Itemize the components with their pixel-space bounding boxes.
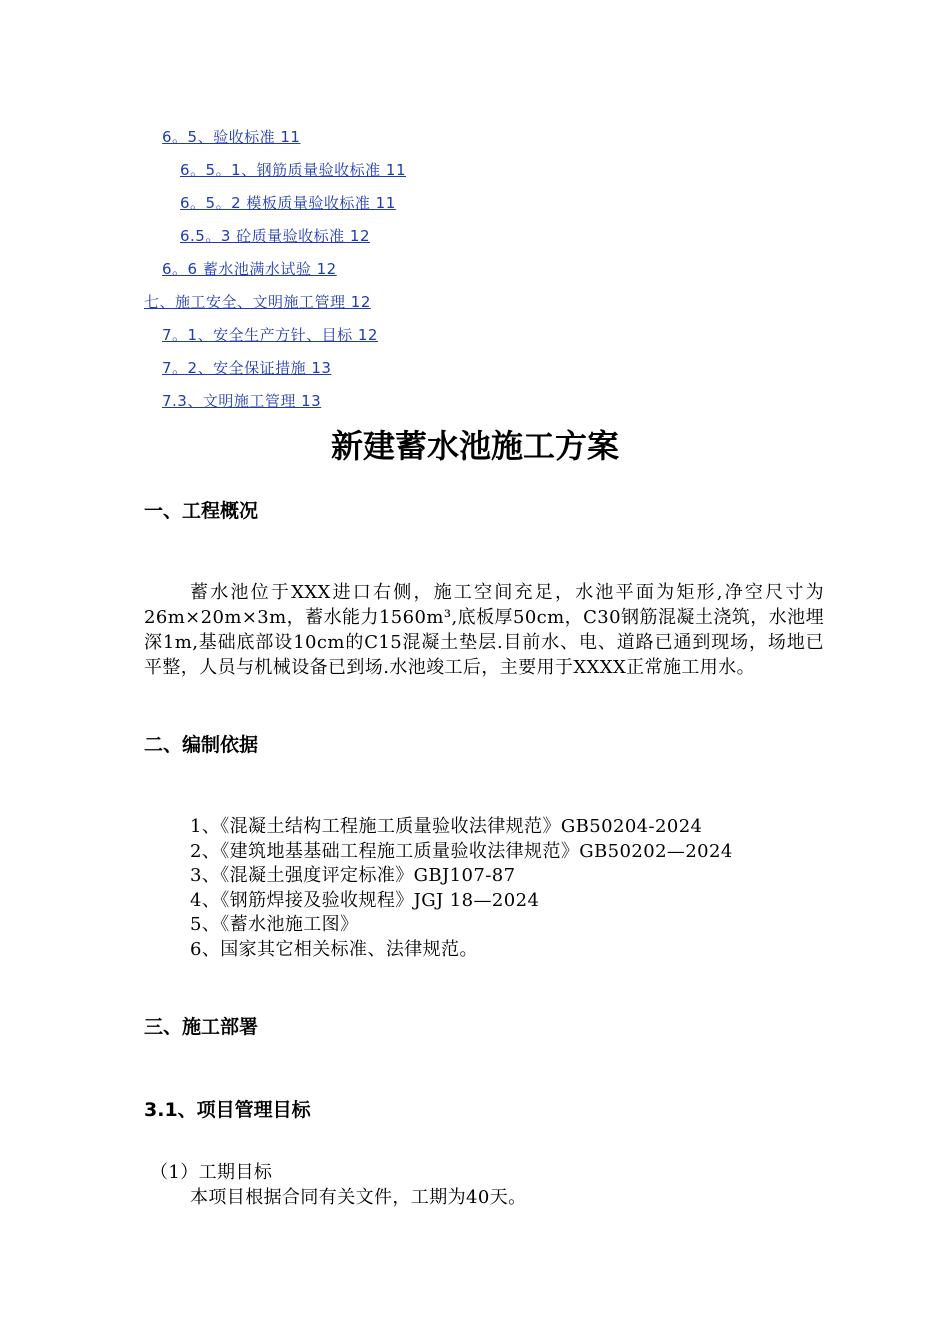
goal-item-label: （1）工期目标 [150,1162,273,1183]
toc-link-7-2[interactable]: 7。2、安全保证措施 13 [162,359,332,377]
toc-link-6-6[interactable]: 6。6 蓄水池满水试验 12 [162,260,337,278]
toc-link-6-5-1[interactable]: 6。5。1、钢筋质量验收标准 11 [180,161,406,179]
toc-link-6-5-2[interactable]: 6。5。2 模板质量验收标准 11 [180,194,396,212]
list-item: 2、《建筑地基基础工程施工质量验收法律规范》GB50202—2024 [190,840,733,862]
list-item: 1、《混凝土结构工程施工质量验收法律规范》GB50204-2024 [190,816,703,837]
document-title: 新建蓄水池施工方案 [330,427,619,465]
goal-item-text: 本项目根据合同有关文件，工期为40天。 [190,1187,527,1208]
section-heading-overview: 一、工程概况 [144,500,259,522]
toc-link-6-5-3[interactable]: 6.5。3 砼质量验收标准 12 [180,227,371,245]
toc-link-6-5[interactable]: 6。5、验收标准 11 [162,128,301,146]
subsection-heading-goals: 3.1、项目管理目标 [144,1099,311,1121]
section-heading-basis: 二、编制依据 [144,734,259,756]
basis-list [144,815,824,962]
toc-link-7-3[interactable]: 7.3、文明施工管理 13 [162,392,322,410]
list-item: 4、《钢筋焊接及验收规程》JGJ 18—2024 [190,889,540,911]
list-item: 3、《混凝土强度评定标准》GBJ107-87 [190,865,516,886]
overview-paragraph: 蓄水池位于XXX进口右侧，施工空间充足，水池平面为矩形,净空尺寸为26m×20m×3m，蓄水能力1560m³,底板厚50cm，C30钢筋混凝土浇筑，水池埋深1m,基础底部设10cm的C15混凝土垫层.目前水、电、道路已通到现场，场地已平整，人员与机械设备已到场.水池竣工后，主要用于XXXX正常施工用水。 [144,582,824,678]
section-heading-deployment: 三、施工部署 [144,1016,259,1038]
list-item: 5、《蓄水池施工图》 [190,914,359,935]
toc-link-7-1[interactable]: 7。1、安全生产方针、目标 12 [162,326,378,344]
list-item: 6、国家其它相关标准、法律规范。 [190,938,478,960]
toc-link-7[interactable]: 七、施工安全、文明施工管理 12 [144,293,371,311]
